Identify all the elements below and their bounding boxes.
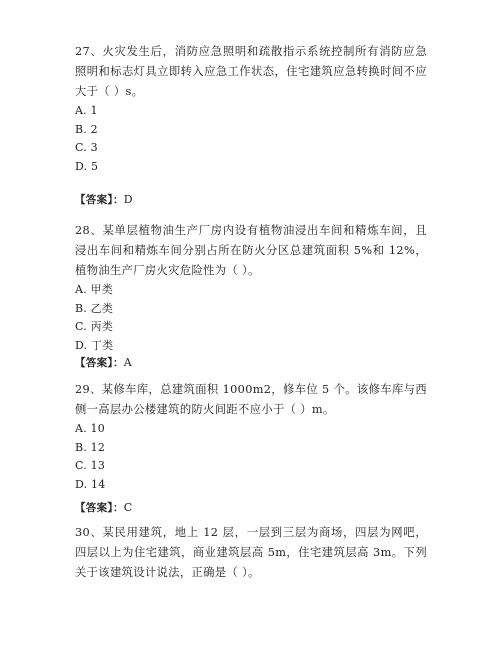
question-27: [75, 42, 427, 176]
option-b: B. 2: [75, 122, 98, 136]
question-stem: 27、火灾发生后，消防应急照明和疏散指示系统控制所有消防应急照明和标志灯具立即转入应急工作状态，住宅建筑应急转换时间不应大于（ ）s。: [75, 45, 427, 98]
answer-value: A: [123, 356, 132, 369]
question-stem: 28、某单层植物油生产厂房内设有植物油浸出车间和精炼车间，且浸出车间和精炼车间分别占所在防火分区总建筑面积 5%和 12%，植物油生产厂房火灾危险性为（ ）。: [75, 224, 427, 277]
answer-label: 【答案】：: [75, 357, 124, 369]
option-b: B. 乙类: [75, 301, 114, 315]
option-c: C. 3: [75, 141, 98, 154]
option-a: A. 1: [75, 104, 98, 117]
option-d: D. 丁类: [75, 338, 114, 352]
answer-value: D: [123, 193, 133, 206]
option-a: A. 10: [75, 422, 105, 435]
option-c: C. 丙类: [75, 320, 114, 333]
answer-label: 【答案】：: [75, 194, 124, 206]
question-stem: 30、某民用建筑，地上 12 层，一层到三层为商场，四层为网吧，四层以上为住宅建筑，商业建筑层高 5m，住宅建筑层高 3m。下列关于该建筑设计说法，正确是（ ）。: [75, 526, 427, 579]
answer-27: [75, 191, 133, 209]
answer-value: C: [123, 501, 133, 514]
option-b: B. 12: [75, 440, 106, 454]
option-c: C. 13: [75, 459, 106, 472]
question-30: [75, 523, 427, 583]
question-29: [75, 380, 427, 494]
answer-label: 【答案】：: [75, 502, 124, 514]
option-d: D. 5: [75, 159, 99, 173]
option-d: D. 14: [75, 477, 106, 491]
option-a: A. 甲类: [75, 283, 113, 296]
question-28: [75, 221, 427, 355]
answer-28: [75, 354, 132, 372]
answer-29: [75, 499, 132, 517]
question-stem: 29、某修车库，总建筑面积 1000m2，修车位 5 个。该修车库与西侧一高层办公楼建筑的防火间距不应小于（ ）m。: [75, 383, 427, 416]
